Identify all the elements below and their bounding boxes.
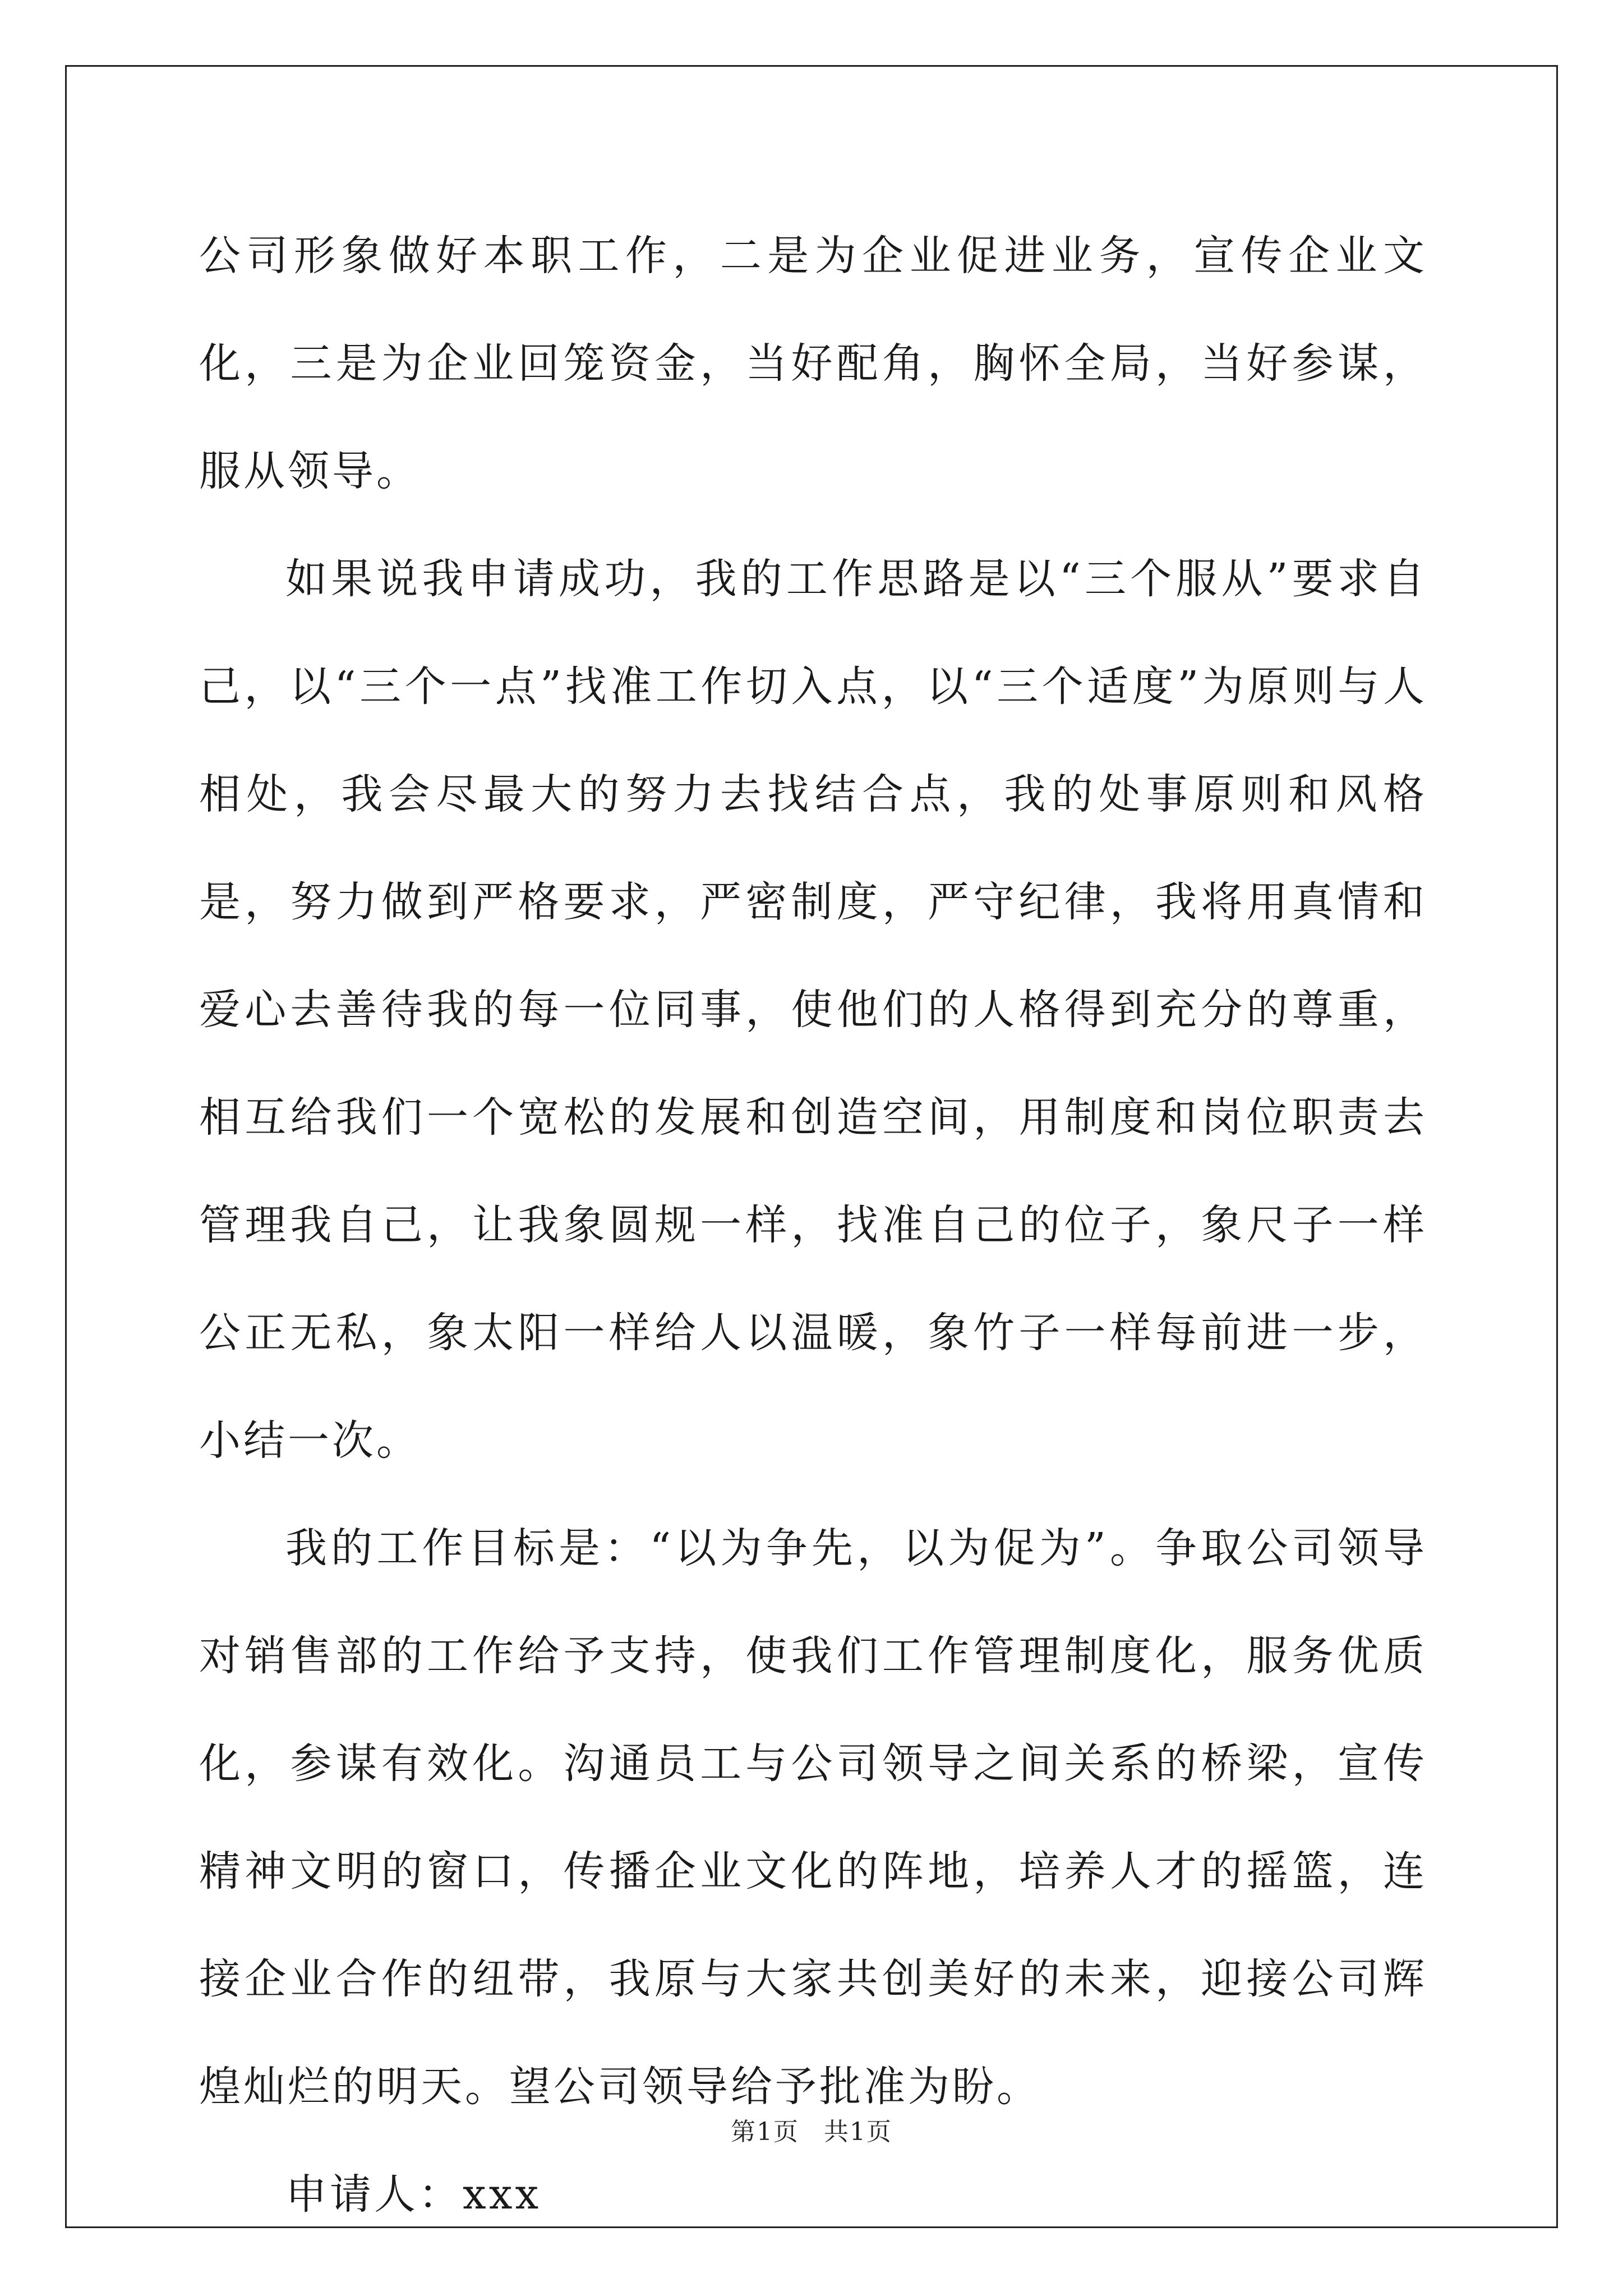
document-body — [199, 202, 1427, 2248]
signature-line: 申请人：xxx — [285, 2170, 542, 2219]
paragraph-work-approach: 如果说我申请成功，我的工作思路是以“三个服从”要求自己，以“三个一点”找准工作切入点，以“三个适度”为原则与人相处，我会尽最大的努力去找结合点，我的处事原则和风格是，努力做到严格要求，严密制度，严守纪律，我将用真情和爱心去善待我的每一位同事，使他们的人格得到充分的尊重，相互给我们一个宽松的发展和创造空间，用制度和岗位职责去管理我自己，让我象圆规一样，找准自己的位子，象尺子一样公正无私，象太阳一样给人以温暖，象竹子一样每前进一步，小结一次。 — [199, 555, 1427, 1465]
current-page-label: 第1页 — [731, 2118, 799, 2146]
total-pages-label: 共1页 — [824, 2118, 892, 2146]
page-footer — [0, 2111, 1623, 2147]
paragraph-continued: 公司形象做好本职工作，二是为企业促进业务，宣传企业文化，三是为企业回笼资金，当好配角，胸怀全局，当好参谋，服从领导。 — [199, 232, 1427, 495]
paragraph-work-goal: 我的工作目标是：“以为争先，以为促为”。争取公司领导对销售部的工作给予支持，使我们工作管理制度化，服务优质化，参谋有效化。沟通员工与公司领导之间关系的桥梁，宣传精神文明的窗口，传播企业文化的阵地，培养人才的摇篮，连接企业合作的纽带，我原与大家共创美好的未来，迎接公司辉煌灿烂的明天。望公司领导给予批准为盼。 — [199, 1524, 1427, 2111]
